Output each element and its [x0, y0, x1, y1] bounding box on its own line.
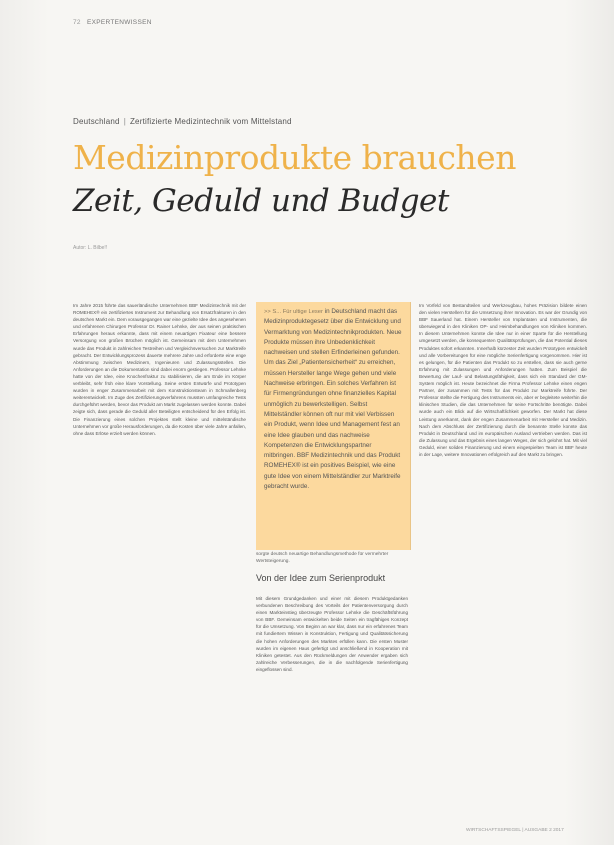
article-column-2 [256, 595, 408, 817]
running-header [73, 19, 152, 26]
pullquote-text: in Deutschland macht das Medizinproduktegesetz über die Entwicklung und Vermarktung von Medizintechnikprodukten. Neue Produkte müssen ihre Unbedenklichkeit nachweisen und stellen Erfinderleinen gefunden. Um das Ziel „Patientensicherheit“ zu erreichen, müssen Hersteller lange Wege gehen und viele Nachweise erbringen. Ein solches Verfahren ist für Firmengründungen ohne finanzielles Kapital unmöglich zu bewerkstelligen. Selbst Mittelständler können oft nur mit viel Verbissen ein Produkt, wenn Idee und Management fest an eine Idee glauben und das nachweise Kompetenzen die Entwicklungspartner mitbringen. BBF Medizintechnik und das Produkt ROMEHEX® ist ein positives Beispiel, wie eine gute Idee von einem Mittelständler zur Marktreife gebracht wurde. [264, 308, 402, 491]
image-caption: sorgte deutsch neuartige Behandlungsmethode für vermehrter Wertsteigerung. [256, 552, 389, 564]
article-column-3 [419, 302, 587, 819]
page-number: 72 [73, 19, 81, 26]
headline-line-2: Zeit, Geduld und Budget [73, 183, 449, 219]
column-1-text: Im Jahre 2015 führte das sauerländische Unternehmen BBF Medizintechnik mit der ROMEHEX® ein zertifiziertes Instrument zur Behandlung von Ersatzfrakturen in den deutschen Markt ein. Dem vorausgegangen war eine gezielte Idee des angesehenen und erfahrenen Chirurgen Professor Dr. Rainer Lehnke, der aus seinen praktischen Erfahrungen heraus erkannte, dass mit einem neuartigen Fixateur eine bessere Versorgung von großen Brüchen möglich ist. Gemeinsam mit dem Unternehmen wurde das Produkt in zahlreichen Testreihen und Vergleichsversuchen zur Marktreife gebracht. Der Entwicklungsprozess dauerte mehrere Jahre und erforderte eine enge Abstimmung zwischen Medizinern, Ingenieuren und Zulassungsstellen. Die Anforderungen an die Dokumentation sind dabei enorm gestiegen. Professor Lehnke hatte von der Idee, eine Knochenfraktur zu stabilisieren, die am Ende im Körper verbleibt, sehr früh eine klare Vorstellung. Seine ersten Entwürfe und Prototypen wurden in enger Zusammenarbeit mit dem Konstruktionsteam in Schmallenberg weiterentwickelt. Im Zuge des Zertifizierungsverfahrens mussten umfangreiche Tests durchgeführt werden, bevor das Produkt am Markt zugelassen werden konnte. Dabei zeigte sich, dass gerade die Geduld aller Beteiligten entscheidend für den Erfolg ist. Die Finanzierung eines solchen Projektes stellt kleine und mittelständische Unternehmen vor große Herausforderungen, da die Kosten über viele Jahre anfallen, ohne dass Erlöse erzielt werden können. [73, 303, 246, 436]
author-credit: Autor: L. Bilbe!! [73, 245, 108, 251]
pullquote-kicker: >> S... Für ultige Leser [264, 309, 323, 315]
section-label: EXPERTENWISSEN [86, 19, 152, 26]
breadcrumb-country: Deutschland [73, 117, 120, 126]
article-column-1 [73, 302, 246, 816]
pullquote-box [256, 302, 411, 550]
breadcrumb-topic: Zertifizierte Medizintechnik vom Mittelstand [129, 117, 292, 126]
breadcrumb [73, 117, 292, 126]
breadcrumb-separator: | [123, 117, 126, 126]
column-2-text: Mit diesem Grundgedanken und einer mit diesem Produktgedanken verbundenen Beschreibung des Vorteils der Patientenversorgung durch einen Markteinstieg überzeugte Professor Lehnke die Geschäftsführung von BBF. Gemeinsam entwickelten beide Seiten ein tragfähiges Konzept für die Umsetzung. Von Beginn an war klar, dass nur ein erfahrenes Team mit fundiertem Wissen in Konstruktion, Fertigung und Qualitätssicherung die hohen Anforderungen des Marktes erfüllen kann. Die ersten Muster wurden im eigenen Haus gefertigt und anschließend in Kooperation mit Kliniken getestet. Aus den Rückmeldungen der Anwender ergaben sich zahlreiche Verbesserungen, die in die nachfolgende Serienfertigung eingeflossen sind. [256, 596, 408, 672]
section-subhead: Von der Idee zum Serienprodukt [256, 573, 386, 583]
column-3-text: Im Vorfeld von Bestandteilen und Werkzeugbau, hohes Präzision bildete einen den vielen Herstellern für die Umsetzung ihrer Innovation. Es war der Grundig von BBF Sauerland hat. Einem Hersteller von Implantaten und Instrumenten, die überwiegend in den Kliniken OP- und Heimbehandlungen von Kliniken kommen. In diesem Unternehmen konnte die Idee nur in einer Sparte für die Herstellung umgesetzt werden, die konsequenten Qualitätsprüfungen, die das Potential dieses Produktes sofort erkannten. Innerhalb kürzester Zeit wurden Prototypen entwickelt und alle Vorbereitungen für eine mögliche Serienfertigung vorgenommen. Hier ist es gelungen, für die Patienten das Produkt so zu erstellen, dass sie auch gerne Erfahrung mit Zulassungen und Anforderungen hatten. Zum Beispiel die Bewertung der Lauf- und Belastungsfähigkeit, dass sich ein Standard der GM-System möglich ist. Heute bezeichnet die Firma Professor Lehnke einen engen Partner, der zusammen mit Tests für das Produkt zur Marktreife führte. Der Professor stellte die Fertigung des Instruments ein, aber er begleitete weiterhin die klinischen Studien, die das Unternehmen für seine Fortschritte benötigte. Dabei wurde auch ein Blick auf die Wirtschaftlichkeit geworfen. Der Markt hat diese Leistung anerkannt, dank der engen Zusammenarbeit mit Hersteller und Medizin. Nach dem Abschluss der Zertifizierung durch die benannte Stelle konnte das Produkt in Deutschland und im europäischen Ausland vertrieben werden. Das ist die Zulassung und das Ergebnis eines langen Weges, der sich gelohnt hat. Mit viel Geduld, einer soliden Finanzierung und einem eingespielten Team ist BBF heute in der Lage, weitere Innovationen erfolgreich auf den Markt zu bringen. [419, 303, 587, 457]
page-footer: WIRTSCHAFTSSPIEGEL | AUSGABE 2 2017 [466, 828, 564, 833]
headline-line-1: Medizinprodukte brauchen [73, 138, 516, 177]
